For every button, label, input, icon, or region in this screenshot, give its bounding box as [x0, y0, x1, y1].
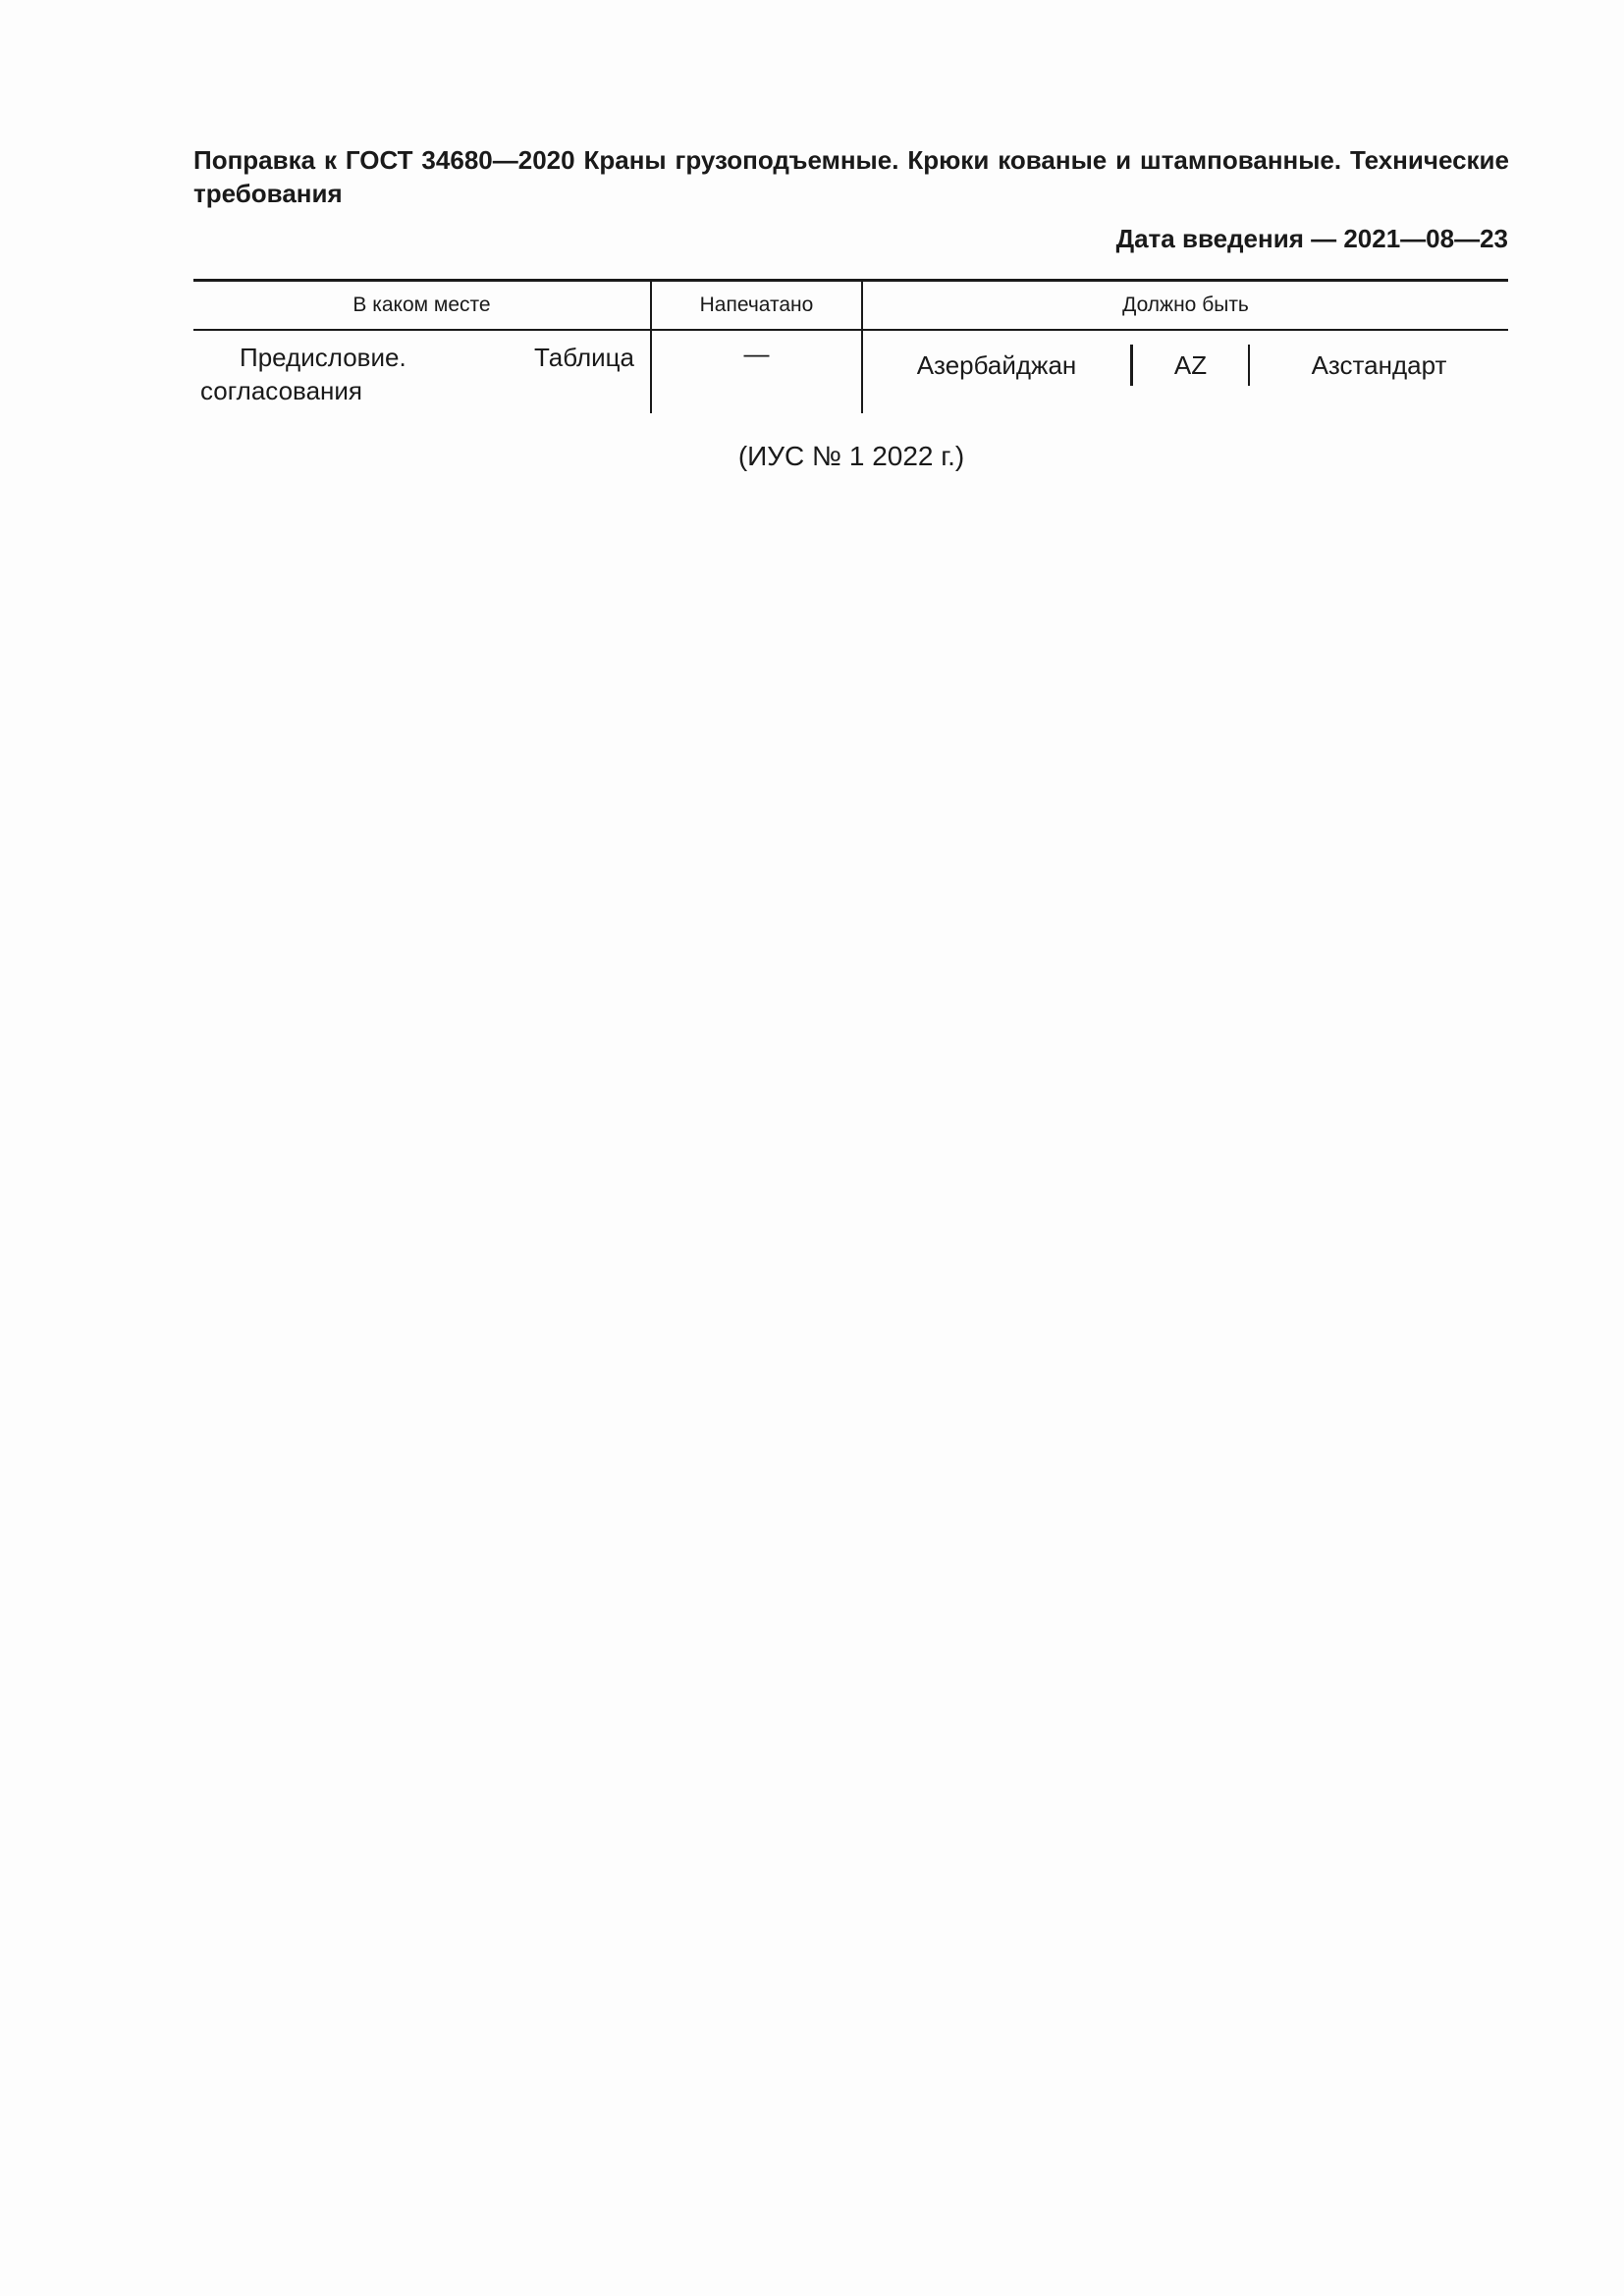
- header-printed: Напечатано: [651, 281, 862, 331]
- table-row: [193, 330, 1508, 413]
- amendment-table: [193, 279, 1508, 413]
- header-where: В каком месте: [193, 281, 651, 331]
- should-be-code: AZ: [1130, 345, 1250, 386]
- table-header-row: [193, 281, 1508, 331]
- should-be-country: Азербайджан: [916, 349, 1077, 380]
- should-be-agency: Азстандарт: [1311, 349, 1447, 380]
- source-note: (ИУС № 1 2022 г.): [737, 441, 965, 471]
- cell-should-be: [862, 330, 1508, 413]
- effective-date: Дата введения — 2021—08—23: [1115, 224, 1508, 253]
- should-be-group: [863, 345, 1508, 386]
- cell-where: [193, 330, 651, 413]
- cell-printed: [651, 330, 862, 413]
- document-title: Поправка к ГОСТ 34680—2020 Краны грузоподъемные. Крюки кованые и штампованные. Технические требования: [193, 145, 1509, 208]
- header-should-be: Должно быть: [862, 281, 1508, 331]
- printed-text: —: [743, 339, 770, 368]
- place-text: Предисловие. Таблица согласования: [200, 343, 634, 405]
